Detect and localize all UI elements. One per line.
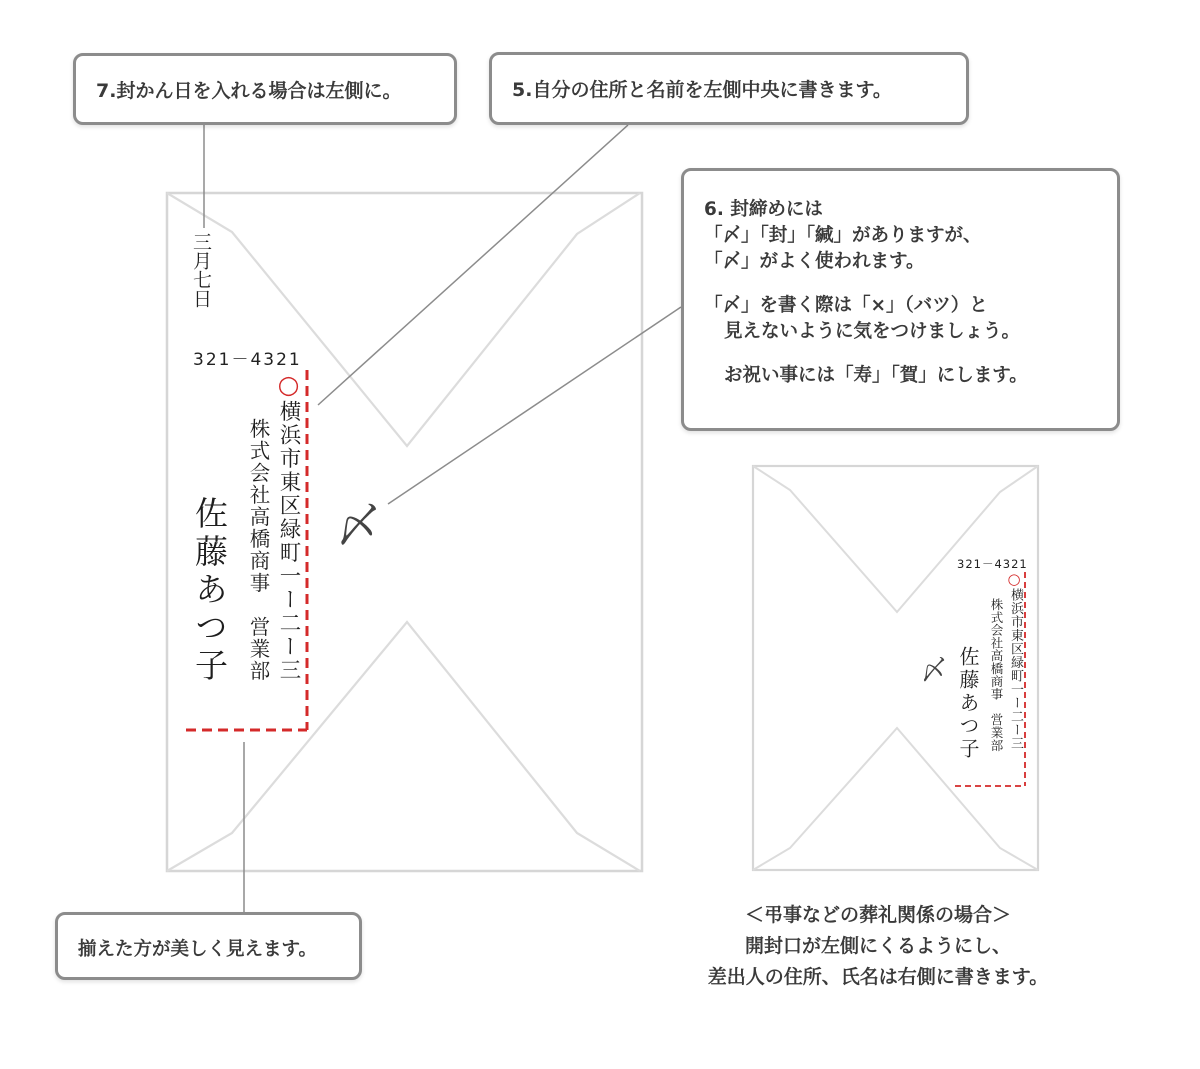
callout-alignment-tip-text: 揃えた方が美しく見えます。 [78, 939, 318, 960]
large-envelope [167, 193, 642, 871]
callout-seal-line-2: 「〆」「封」「緘」がありますが、 [704, 225, 982, 246]
large-postal-code: 321－4321 [193, 350, 302, 370]
large-address: 横浜市東区緑町一ー二ー三 [276, 400, 301, 682]
callout-seal-line-6: お祝い事には「寿」「賀」にします。 [724, 365, 1028, 386]
small-seal-mark: 〆 [916, 655, 949, 683]
callout-seal-line-3: 「〆」がよく使われます。 [704, 251, 925, 272]
small-address: 横浜市東区緑町一ー二ー三 [1008, 588, 1023, 750]
small-company: 株式会社高橋商事 営業部 [989, 598, 1004, 752]
callout-sealing-date-text: 7.封かん日を入れる場合は左側に。 [96, 80, 402, 102]
callout-seal-line-1: 6. 封締めには [704, 199, 823, 220]
funeral-caption [668, 900, 1088, 993]
small-postal-code: 321－4321 [957, 557, 1028, 571]
caption-title: ＜弔事などの葬礼関係の場合＞ [744, 904, 1011, 926]
callout-sender-address [489, 52, 969, 125]
large-seal-mark: 〆 [326, 500, 382, 548]
small-sender-name: 佐藤あつ子 [956, 646, 980, 761]
large-sender-name: 佐藤あつ子 [190, 496, 229, 686]
callout-seal-line-4: 「〆」を書く際は「×」（バツ）と [704, 295, 988, 316]
callout-sender-address-text: 5.自分の住所と名前を左側中央に書きます。 [512, 79, 892, 101]
large-company: 株式会社高橋商事 営業部 [246, 418, 270, 682]
caption-line-2: 差出人の住所、氏名は右側に書きます。 [707, 966, 1049, 988]
caption-line-1: 開封口が左側にくるようにし、 [744, 935, 1011, 957]
callout-seal-line-5: 見えないように気をつけましょう。 [724, 321, 1021, 342]
small-circle-mark: ○ [1005, 570, 1023, 588]
callout-sealing-date [73, 53, 457, 125]
large-circle-mark: ○ [274, 370, 303, 399]
callout-alignment-tip [55, 912, 362, 980]
callout-seal-mark [681, 168, 1120, 431]
large-sealing-date: 三月七日 [190, 232, 212, 308]
